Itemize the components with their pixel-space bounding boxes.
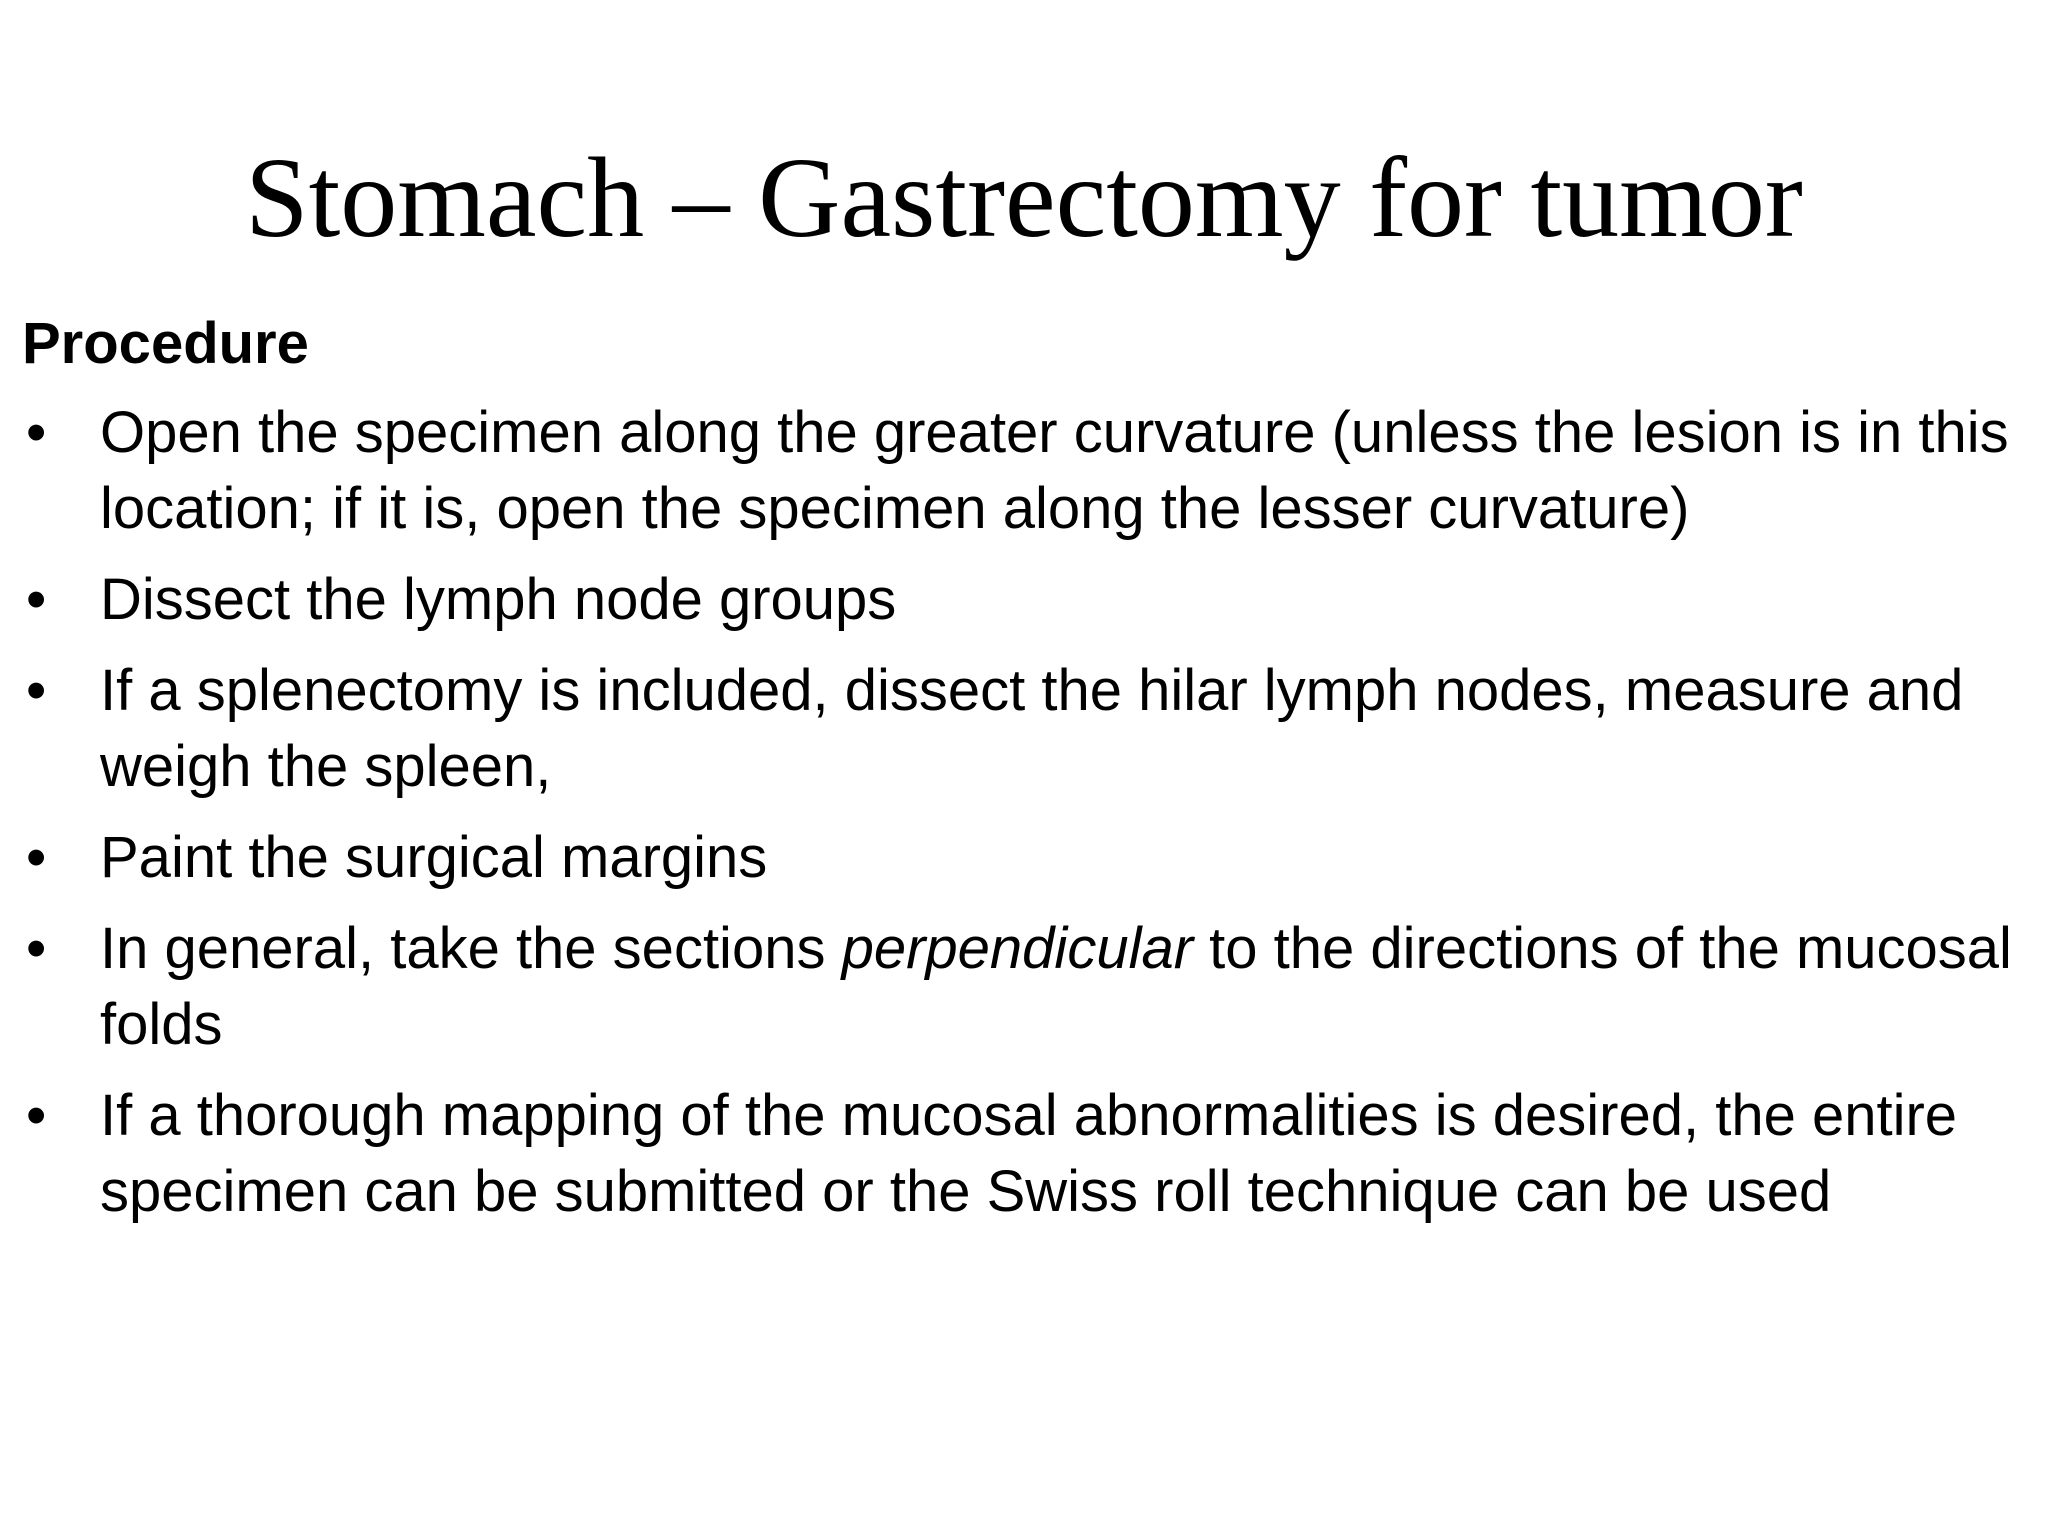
bullet-item-open-specimen — [22, 395, 2032, 547]
bullet-text-after: to the directions of the mucosal folds — [100, 916, 2012, 1057]
bullet-dot-icon: • — [26, 916, 47, 981]
bullet-text: Open the specimen along the greater curvature (unless the lesion is in this location; if it is, open the specimen along the lesser curvature) — [100, 400, 2009, 541]
bullet-text: If a thorough mapping of the mucosal abnormalities is desired, the entire specimen can be submitted or the Swiss roll technique can be used — [100, 1083, 1958, 1224]
bullet-text: If a splenectomy is included, dissect the hilar lymph nodes, measure and weigh the spleen, — [100, 658, 1964, 799]
bullet-list — [22, 395, 2032, 1230]
bullet-item-sections-perpendicular — [22, 911, 2032, 1063]
slide-title: Stomach – Gastrectomy for tumor — [245, 134, 1803, 261]
bullet-text-before: In general, take the sections — [100, 916, 842, 981]
bullet-dot-icon: • — [26, 400, 47, 465]
bullet-item-splenectomy — [22, 653, 2032, 805]
section-heading: Procedure — [22, 311, 309, 376]
bullet-dot-icon: • — [26, 567, 47, 632]
bullet-text: Paint the surgical margins — [100, 825, 768, 890]
slide-content — [22, 306, 2032, 1245]
bullet-dot-icon: • — [26, 658, 47, 723]
bullet-item-dissect-lymph-nodes — [22, 562, 2032, 638]
bullet-text: Dissect the lymph node groups — [100, 567, 897, 632]
bullet-text-emphasis: perpendicular — [841, 916, 1194, 981]
bullet-item-paint-margins — [22, 820, 2032, 896]
bullet-item-mucosal-mapping — [22, 1078, 2032, 1230]
bullet-dot-icon: • — [26, 825, 47, 890]
bullet-dot-icon: • — [26, 1083, 47, 1148]
